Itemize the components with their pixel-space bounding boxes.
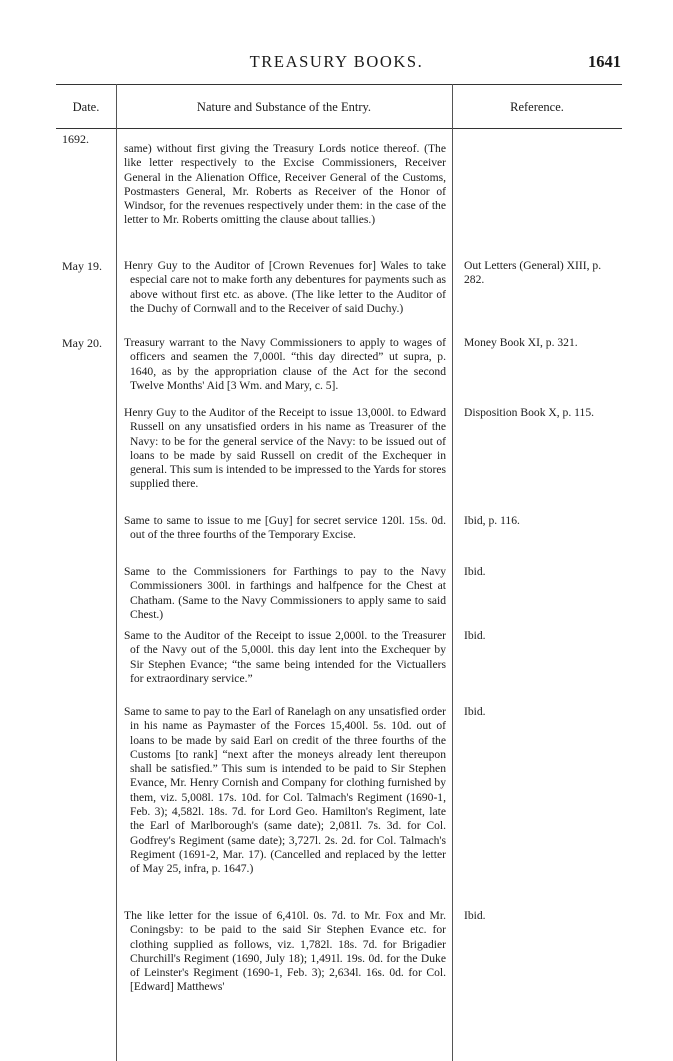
- entry-date: May 19.: [62, 259, 102, 273]
- entry-reference: Out Letters (General) XIII, p. 282.: [464, 259, 602, 287]
- entry-text: Henry Guy to the Auditor of the Receipt to issue 13,000l. to Edward Russell on any unsatisfied orders in his name as Treasurer of the Navy: to be for the general service of the Navy: to be issued out of loans to be made by said Russell on credit of the Exchequer in general. This sum is intended to be impressed to the Yards for stores supplied there.: [124, 406, 446, 491]
- entry-reference: Disposition Book X, p. 115.: [464, 406, 595, 419]
- date-column-rule: [116, 84, 117, 1061]
- entry-reference: Ibid.: [464, 565, 486, 578]
- header-bottom-rule: [56, 128, 622, 129]
- table-top-rule: [56, 84, 622, 85]
- entry-text: same) without first giving the Treasury Lords notice thereof. (The like letter respectively to the Excise Commissioners, Receiver General in the Alienation Office, Receiver General of the Customs, Postmasters General, Mr. Roberts as Receiver of the Honor of Windsor, for the revenues respectively under them: in the case of the letter to Mr. Roberts omitting the clause about tallies.): [124, 142, 446, 227]
- entry-text: Treasury warrant to the Navy Commissioners to apply to wages of officers and seamen the 7,000l. “this day directed” ut supra, p. 1640, as by the appropriation clause of the Act for the second Twelve Months' Aid [3 Wm. and Mary, c. 5].: [124, 336, 446, 392]
- entry-date: May 20.: [62, 336, 102, 350]
- column-header-nature: Nature and Substance of the Entry.: [196, 100, 372, 114]
- entry-text: Same to same to issue to me [Guy] for secret service 120l. 15s. 0d. out of the three fourths of the Temporary Excise.: [124, 514, 446, 542]
- entry-reference: Money Book XI, p. 321.: [464, 336, 578, 349]
- entry-text: Henry Guy to the Auditor of [Crown Revenues for] Wales to take especial care not to make forth any debentures for payments such as above without first etc. as above. (The like letter to the Auditor of the Duchy of Cornwall and to the Receiver of said Duchy.): [124, 259, 446, 315]
- entry-text: The like letter for the issue of 6,410l. 0s. 7d. to Mr. Fox and Mr. Coningsby: to be paid to the said Sir Stephen Evance etc. for clothing supplied as follows, viz. 1,782l. 18s. 7d. for Brigadier Churchill's Regiment (1690, July 18); 1,491l. 19s. 0d. for the Duke of Leinster's Regiment (1690-1, Feb. 3); 2,634l. 16s. 0d. for Col. [Edward] Matthews': [124, 909, 446, 994]
- year-label: 1692.: [62, 132, 89, 146]
- entry-reference: Ibid.: [464, 705, 486, 718]
- reference-column-rule: [452, 84, 453, 1061]
- entry-text: Same to the Auditor of the Receipt to issue 2,000l. to the Treasurer of the Navy out of the 5,000l. this day lent into the Exchequer by Sir Stephen Evance; “the same being intended for the Victuallers for extraordinary service.”: [124, 629, 446, 685]
- entries-table: [56, 84, 622, 1061]
- entry-reference: Ibid.: [464, 909, 486, 922]
- page-number: 1641: [588, 52, 621, 71]
- page-header: [0, 0, 673, 84]
- entry-reference: Ibid, p. 116.: [464, 514, 520, 527]
- entry-text: Same to the Commissioners for Farthings to pay to the Navy Commissioners 300l. in farthings and halfpence for the Chest at Chatham. (Same to the Navy Commissioners to apply same to said Chest.): [124, 565, 446, 621]
- running-title: TREASURY BOOKS.: [249, 52, 424, 71]
- column-header-date: Date.: [72, 100, 100, 114]
- entry-reference: Ibid.: [464, 629, 486, 642]
- column-header-reference: Reference.: [510, 100, 564, 114]
- entry-text: Same to same to pay to the Earl of Ranelagh on any unsatisfied order in his name as Paymaster of the Forces 15,400l. 5s. 10d. out of loans to be made by said Earl on credit of the three fourths of the Customs [to rank] “next after the moneys already lent thereupon shall be satisfied.” This sum is intended to be paid to Sir Stephen Evance, Mr. Henry Cornish and Company for clothing furnished by them, viz. 5,008l. 17s. 10d. for Col. Talmach's Regiment (1690-1, Feb. 3); 4,582l. 18s. 7d. for Lord Geo. Hamilton's Regiment, late the Earl of Marlborough's (same date); 2,081l. 7s. 3d. for Col. Godfrey's Regiment (same date); 3,727l. 2s. 2d. for Col. Talmach's Regiment (1691-2, Mar. 17). (Cancelled and replaced by the letter of May 25, infra, p. 1647.): [124, 705, 446, 876]
